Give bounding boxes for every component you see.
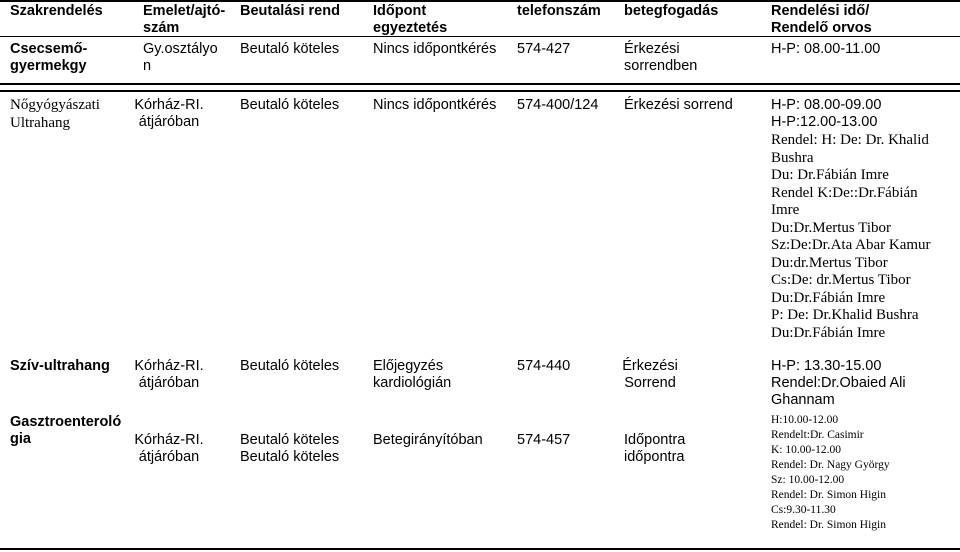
row-sziv-doctor-c: Ghannam [771, 392, 835, 408]
row-nogyogyaszati-reception: Érkezési sorrend [624, 97, 733, 113]
row-gasztro-reception [624, 432, 685, 466]
header-szakrendeles: Szakrendelés [10, 3, 103, 19]
row-csecsemo-referral: Beutaló köteles [240, 41, 340, 57]
row-csecsemo-name-line2: gyermekgy [10, 58, 87, 74]
row-nogyogyaszati-doctors-8: Du:dr.Mertus Tibor [771, 254, 888, 271]
row-nogyogyaszati-referral: Beutaló köteles [240, 97, 340, 113]
row-gasztro-name-line2: gia [10, 431, 31, 447]
row-sziv-appointment-line2: kardiológián [373, 375, 452, 391]
row-nogyogyaszati-doctors-4 [771, 185, 951, 203]
row-nogyogyaszati-location-line1: Kórház-RI. [134, 97, 204, 113]
section-divider-lower [0, 90, 960, 92]
row-csecsemo-name-line1: Csecsemő- [10, 41, 88, 57]
row-sziv-hours: H-P: 13.30-15.00 [771, 358, 882, 374]
row-gasztro-schedule-4: Rendel: Dr. Nagy György [771, 459, 890, 471]
row-nogyogyaszati-doctors-10: Du:Dr.Fábián Imre [771, 289, 886, 306]
header-emelet [143, 3, 225, 37]
row-gasztro-referral-line2: Beutaló köteles [240, 449, 340, 465]
row-nogyogyaszati-schedule [771, 97, 881, 131]
row-sziv-referral: Beutaló köteles [240, 358, 340, 374]
row-csecsemo-location [143, 41, 218, 75]
header-rendelesi-line1: Rendelési idő/ [771, 3, 870, 19]
header-emelet-line1: Emelet/ajtó- [143, 3, 226, 19]
row-csecsemo-hours: H-P: 08.00-11.00 [771, 41, 881, 57]
table-border-top [0, 0, 960, 2]
row-gasztro-name-line1: Gasztroenteroló [10, 414, 122, 430]
header-telefonszam: telefonszám [517, 3, 601, 19]
row-sziv-schedule [771, 358, 951, 409]
row-nogyogyaszati-doctors-12: Du:Dr.Fábián Imre [771, 324, 886, 341]
row-gasztro-appointment: Betegirányítóban [373, 432, 483, 448]
row-gasztro-reception-line2: időpontra [624, 449, 685, 465]
row-nogyogyaszati-name-line1: Nőgyógyászati [10, 97, 100, 113]
row-gasztro-name [10, 414, 121, 448]
row-nogyogyaszati-name-line2: Ultrahang [10, 114, 70, 131]
row-csecsemo-reception [624, 41, 697, 75]
row-csecsemo-name [10, 41, 87, 75]
row-gasztro-schedule-5: Sz: 10.00-12.00 [771, 474, 845, 486]
row-sziv-reception [612, 358, 688, 392]
row-gasztro-schedule-2: Rendelt:Dr. Casimir [771, 429, 864, 441]
row-nogyogyaszati-doctors-4a: Rendel [771, 184, 814, 201]
row-nogyogyaszati-doctors-6: Du:Dr.Mertus Tibor [771, 219, 892, 236]
row-nogyogyaszati-hours-2: H-P:12.00-13.00 [771, 114, 878, 130]
row-csecsemo-location-line1: Gy.osztályo [143, 41, 218, 57]
row-gasztro-phone: 574-457 [517, 432, 571, 448]
row-sziv-appointment [373, 358, 451, 392]
header-rendelesi [771, 3, 872, 37]
row-csecsemo-phone: 574-427 [517, 41, 571, 57]
row-nogyogyaszati-hours-1: H-P: 08.00-09.00 [771, 97, 882, 113]
row-nogyogyaszati-phone: 574-400/124 [517, 97, 599, 113]
row-csecsemo-appointment: Nincs időpontkérés [373, 41, 497, 57]
row-nogyogyaszati-doctors-5: Imre [771, 202, 800, 218]
row-sziv-phone: 574-440 [517, 358, 571, 374]
table-border-bottom [0, 548, 960, 550]
header-emelet-line2: szám [143, 20, 180, 36]
row-nogyogyaszati-location-line2: átjáróban [138, 114, 200, 130]
row-gasztro-referral-line1: Beutaló köteles [240, 432, 340, 448]
row-sziv-location [131, 358, 207, 392]
row-gasztro-schedule-6: Rendel: Dr. Simon Higin [771, 489, 886, 501]
row-nogyogyaszati-doctors-11: P: De: Dr.Khalid Bushra [771, 307, 919, 323]
row-sziv-reception-line2: Sorrend [624, 375, 676, 391]
header-idopont-line1: Időpont [373, 3, 427, 19]
row-sziv-appointment-line1: Előjegyzés [373, 358, 444, 374]
row-nogyogyaszati-doctors-2: Bushra [771, 149, 814, 166]
header-rendelesi-line2: Rendelő orvos [771, 20, 872, 36]
row-gasztro-location-line2: átjáróban [138, 449, 200, 465]
row-sziv-doctor-a: Rendel:Dr.Obaied [771, 375, 887, 391]
row-sziv-location-line1: Kórház-RI. [134, 358, 204, 374]
row-gasztro-schedule-1: H:10.00-12.00 [771, 414, 839, 426]
row-gasztro-schedule [771, 413, 890, 533]
row-nogyogyaszati-doctors-7: Sz:De:Dr.Ata Abar Kamur [771, 237, 931, 253]
row-gasztro-referral [240, 432, 339, 466]
row-gasztro-schedule-3: K: 10.00-12.00 [771, 444, 841, 456]
row-csecsemo-reception-line1: Érkezési [624, 41, 680, 57]
row-gasztro-reception-line1: Időpontra [624, 432, 686, 448]
row-sziv-doctor-b: Ali [889, 375, 906, 391]
row-nogyogyaszati-doctors-1: Rendel: H: De: Dr. Khalid [771, 132, 929, 148]
row-nogyogyaszati-doctors [771, 132, 951, 342]
row-sziv-name: Szív-ultrahang [10, 358, 110, 374]
row-nogyogyaszati-appointment: Nincs időpontkérés [373, 97, 497, 113]
row-gasztro-schedule-7: Cs:9.30-11.30 [771, 504, 836, 516]
row-nogyogyaszati-name [10, 97, 100, 132]
row-nogyogyaszati-location [131, 97, 207, 131]
header-beutalasi-rend: Beutalási rend [240, 3, 340, 19]
row-csecsemo-reception-line2: sorrendben [624, 58, 698, 74]
row-sziv-doctor [771, 375, 951, 392]
header-betegfogadas: betegfogadás [624, 3, 719, 19]
row-sziv-location-line2: átjáróban [138, 375, 200, 391]
header-idopont-line2: egyeztetés [373, 20, 448, 36]
row-csecsemo-location-line2: n [143, 58, 152, 74]
row-nogyogyaszati-doctors-3: Du: Dr.Fábián Imre [771, 167, 889, 183]
row-nogyogyaszati-doctors-9: Cs:De: dr.Mertus Tibor [771, 272, 911, 288]
row-sziv-reception-line1: Érkezési [622, 358, 678, 374]
row-gasztro-schedule-8: Rendel: Dr. Simon Higin [771, 519, 886, 531]
row-nogyogyaszati-doctors-4b: K:De::Dr.Fábián [817, 184, 918, 201]
row-gasztro-location-line1: Kórház-RI. [134, 432, 204, 448]
header-idopont [373, 3, 447, 37]
row-gasztro-location [131, 432, 207, 466]
section-divider-upper [0, 83, 960, 85]
